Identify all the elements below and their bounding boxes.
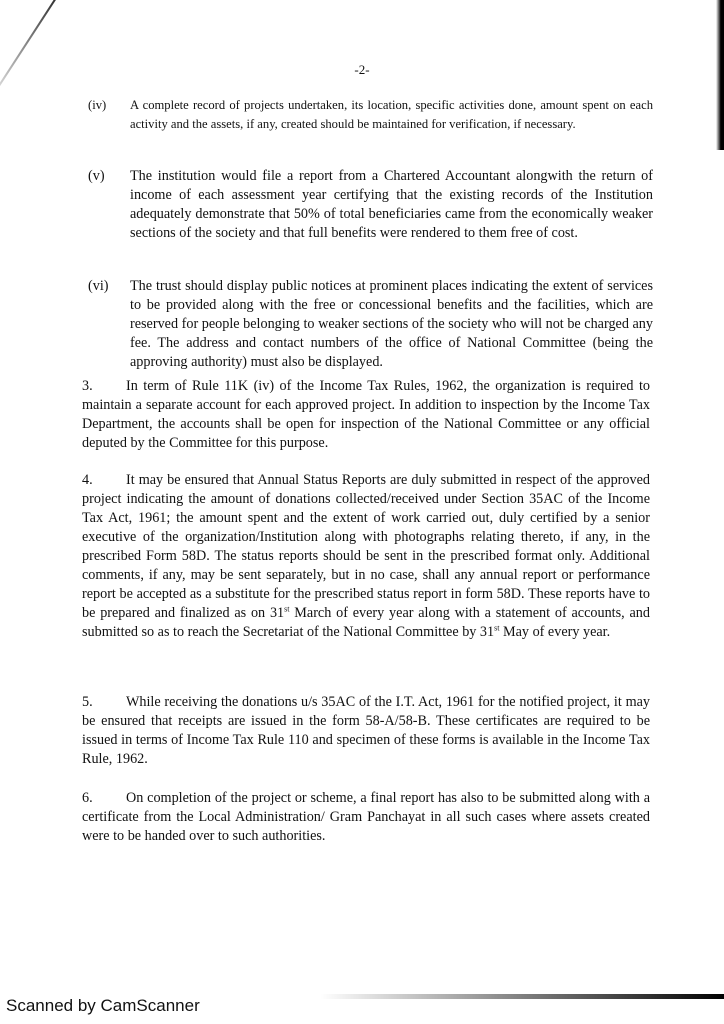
scan-bottom-shadow bbox=[320, 994, 724, 999]
paragraph-number: 6. bbox=[82, 790, 93, 806]
list-item-label: (vi) bbox=[88, 278, 109, 294]
list-item-label: (v) bbox=[88, 168, 105, 184]
list-item-iv bbox=[88, 96, 653, 134]
paragraph-5 bbox=[82, 693, 650, 769]
paragraph-number: 3. bbox=[82, 378, 93, 394]
paragraph-number: 4. bbox=[82, 472, 93, 488]
list-item-v bbox=[88, 167, 653, 243]
paragraph-4 bbox=[82, 471, 650, 642]
scan-corner-artifact bbox=[0, 0, 62, 109]
paragraph-number: 5. bbox=[82, 694, 93, 710]
page-number: -2- bbox=[354, 62, 370, 77]
list-item-text: The institution would file a report from a Chartered Accountant alongwith the return of income of each assessment year certifying that the existing records of the Institution adequately demonstrate that 50% of total beneficiaries came from the economically weaker sections of the society and that full benefits were rendered to them free of cost. bbox=[130, 168, 653, 241]
list-item-vi bbox=[88, 277, 653, 372]
ordinal-suffix: st bbox=[494, 623, 500, 633]
list-item-text: A complete record of projects undertaken, its location, specific activities done, amount spent on each activity and the assets, if any, created should be maintained for verification, if necessary. bbox=[130, 98, 653, 131]
scanner-watermark: Scanned by CamScanner bbox=[6, 996, 200, 1015]
paragraph-text: On completion of the project or scheme, a final report has also to be submitted along with a certificate from the Local Administration/ Gram Panchayat in all such cases where assets created were to be handed over to such authorities. bbox=[82, 790, 650, 844]
paragraph-text bbox=[82, 471, 650, 642]
paragraph-text-part: It may be ensured that Annual Status Reports are duly submitted in respect of the approved project indicating the amount of donations collected/received under Section 35AC of the Income Tax Act, 1961; the amount spent and the extent of work carried out, duly certified by a senior executive of the organization/Institution along with photographs relating thereto, if any, in the prescribed Form 58D. The status reports should be sent in the prescribed format only. Additional comments, if any, may be sent separately, but in no case, shall any annual report or performance report be accepted as a substitute for the prescribed status report in form 58D. These reports have to be prepared and finalized as on 31 bbox=[82, 472, 650, 621]
paragraph-3 bbox=[82, 377, 650, 453]
ordinal-suffix: st bbox=[284, 604, 290, 614]
paragraph-6 bbox=[82, 789, 650, 846]
list-item-text: The trust should display public notices at prominent places indicating the extent of services to be provided along with the free or concessional benefits and the facilities, which are reserved for people belonging to weaker sections of the society who will not be charged any fee. The address and contact numbers of the office of National Committee (being the approving authority) must also be displayed. bbox=[130, 278, 653, 370]
paragraph-text: In term of Rule 11K (iv) of the Income Tax Rules, 1962, the organization is required to maintain a separate account for each approved project. In addition to inspection by the Income Tax Department, the accounts shall be open for inspection of the National Committee or any official deputed by the Committee for this purpose. bbox=[82, 378, 650, 451]
paragraph-text-part: May of every year. bbox=[499, 624, 611, 640]
paragraph-text: While receiving the donations u/s 35AC of the I.T. Act, 1961 for the notified project, it may be ensured that receipts are issued in the form 58-A/58-B. These certificates are required to be issued in terms of Income Tax Rule 110 and specimen of these forms is available in the Income Tax Rule, 1962. bbox=[82, 694, 650, 767]
paragraph-text-part: March of every year along with a statement of accounts, and submitted so as to reach the Secretariat of the National Committee by 31 bbox=[82, 605, 650, 640]
list-item-label: (iv) bbox=[88, 98, 107, 112]
